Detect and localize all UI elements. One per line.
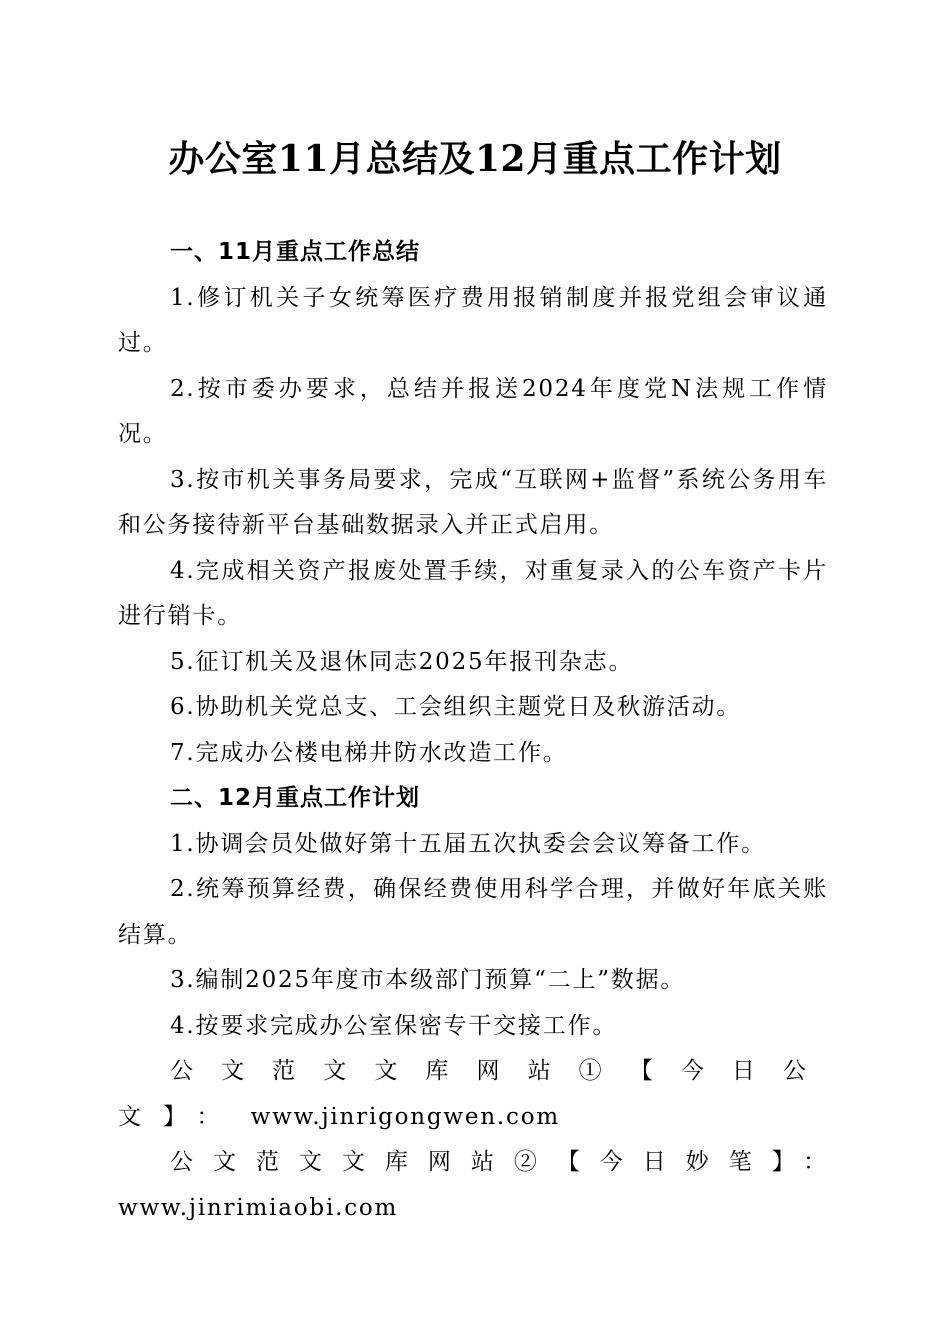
footer-site-1-label: 公文范文文库网站①【今日公文】：	[118, 1058, 828, 1130]
summary-item: 6.协助机关党总支、工会组织主题党日及秋游活动。	[170, 694, 742, 720]
plan-item: 4.按要求完成办公室保密专干交接工作。	[170, 1012, 618, 1039]
footer-site-1-url[interactable]: www.jinrigongwen.com	[250, 1103, 560, 1130]
footer-site-1	[118, 1049, 828, 1140]
summary-item: 5.征订机关及退休同志2025年报刊杂志。	[170, 648, 634, 675]
footer-site-2-label: 公文范文文库网站②【今日妙笔】：	[170, 1149, 828, 1175]
plan-item: 2.统筹预算经费，确保经费使用科学合理，并做好年底关账结算。	[118, 876, 828, 948]
footer-site-2-url[interactable]: www.jinrimiaobi.com	[118, 1194, 399, 1221]
summary-item: 7.完成办公楼电梯井防水改造工作。	[170, 739, 568, 766]
plan-item: 1.协调会员处做好第十五届五次执委会会议筹备工作。	[170, 830, 766, 857]
section-heading-plan: 二、12月重点工作计划	[170, 785, 421, 811]
footer-site-2	[118, 1140, 828, 1231]
plan-item: 3.编制2025年度市本级部门预算“二上”数据。	[170, 967, 686, 993]
summary-item: 1.修订机关子女统筹医疗费用报销制度并报党组会审议通过。	[118, 284, 828, 356]
document-body	[118, 230, 828, 1231]
document-title: 办公室11月总结及12月重点工作计划	[168, 138, 782, 180]
summary-item: 4.完成相关资产报废处置手续，对重复录入的公车资产卡片进行销卡。	[118, 557, 828, 629]
summary-item: 3.按市机关事务局要求，完成“互联网+监督”系统公务用车和公务接待新平台基础数据录入并正式启用。	[118, 466, 828, 538]
summary-item: 2.按市委办要求，总结并报送2024年度党N法规工作情况。	[118, 375, 828, 447]
section-heading-summary: 一、11月重点工作总结	[170, 239, 421, 265]
